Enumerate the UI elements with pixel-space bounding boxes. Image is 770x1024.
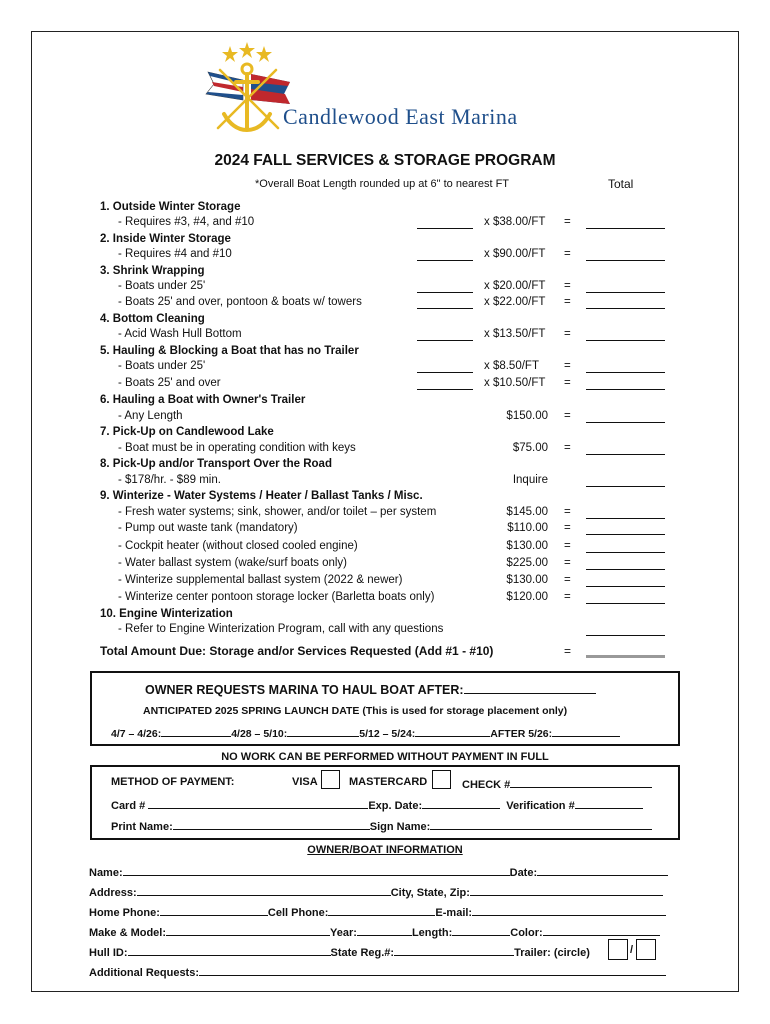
cell-phone-field[interactable] xyxy=(328,904,435,916)
flat-price: $145.00 xyxy=(506,506,548,518)
equals-sign: = xyxy=(564,506,571,518)
flat-price: $130.00 xyxy=(506,574,548,586)
rate-per-foot: x $20.00/FT xyxy=(484,280,546,292)
line-total-field[interactable] xyxy=(586,389,665,390)
trailer-slash: / xyxy=(630,944,634,956)
line-total-field[interactable] xyxy=(586,586,665,587)
service-line xyxy=(0,360,770,376)
range-may-early: 4/28 – 5/10: xyxy=(231,728,288,740)
home-phone-label: Home Phone: xyxy=(89,907,160,919)
visa-checkbox[interactable] xyxy=(321,770,340,789)
total-column-header: Total xyxy=(608,177,634,191)
service-line xyxy=(0,328,770,344)
equals-sign: = xyxy=(564,591,571,603)
owner-row-address xyxy=(89,884,663,899)
home-phone-field[interactable] xyxy=(160,904,268,916)
city-field[interactable] xyxy=(470,884,663,896)
service-line xyxy=(0,377,770,393)
service-line xyxy=(0,474,770,490)
service-heading-label: 10. Engine Winterization xyxy=(100,608,233,620)
verification-label: Verification # xyxy=(506,800,575,812)
line-total-field[interactable] xyxy=(586,552,665,553)
additional-requests-field[interactable] xyxy=(199,964,666,976)
name-label: Name: xyxy=(89,867,123,879)
quantity-field[interactable] xyxy=(417,389,473,390)
visa-label: VISA xyxy=(292,776,318,788)
line-total-field[interactable] xyxy=(586,486,665,487)
rate-per-foot: x $8.50/FT xyxy=(484,360,539,372)
equals-sign: = xyxy=(564,296,571,308)
service-line xyxy=(0,280,770,296)
equals-sign: = xyxy=(564,557,571,569)
sign-name-field[interactable] xyxy=(430,818,652,830)
year-field[interactable] xyxy=(357,924,412,936)
equals-sign: = xyxy=(564,442,571,454)
flat-price: $110.00 xyxy=(507,522,548,534)
equals-sign: = xyxy=(564,540,571,552)
service-heading-label: 7. Pick-Up on Candlewood Lake xyxy=(100,426,274,438)
equals-sign: = xyxy=(564,328,571,340)
service-line-label: - Winterize center pontoon storage locker (Barletta boats only) xyxy=(118,591,435,603)
flat-price: Inquire xyxy=(512,474,548,486)
brand-name: Candlewood East Marina xyxy=(283,104,518,129)
service-line xyxy=(0,410,770,426)
range-apr: 4/7 – 4/26: xyxy=(111,728,162,740)
email-field[interactable] xyxy=(472,904,666,916)
print-name-label: Print Name: xyxy=(111,821,173,833)
service-heading xyxy=(0,201,770,217)
haul-request-label: OWNER REQUESTS MARINA TO HAUL BOAT AFTER: xyxy=(145,683,464,697)
service-heading-label: 3. Shrink Wrapping xyxy=(100,265,205,277)
service-line xyxy=(0,574,770,590)
rate-per-foot: x $13.50/FT xyxy=(484,328,546,340)
service-line xyxy=(0,296,770,312)
date-field[interactable] xyxy=(537,864,668,876)
verification-field[interactable] xyxy=(575,797,643,809)
flat-price: $130.00 xyxy=(506,540,548,552)
print-name-field[interactable] xyxy=(173,818,370,830)
line-total-field[interactable] xyxy=(586,534,665,535)
exp-label: Exp. Date: xyxy=(368,800,423,812)
range-may-late-field[interactable] xyxy=(415,725,490,737)
city-label: City, State, Zip: xyxy=(390,887,470,899)
line-total-field[interactable] xyxy=(586,260,665,261)
flat-price: $75.00 xyxy=(512,442,548,454)
service-line xyxy=(0,248,770,264)
payment-method-label: METHOD OF PAYMENT: xyxy=(111,776,235,788)
line-total-field[interactable] xyxy=(586,518,665,519)
service-heading-label: 8. Pick-Up and/or Transport Over the Road xyxy=(100,458,332,470)
quantity-field[interactable] xyxy=(417,292,473,293)
equals-sign: = xyxy=(564,280,571,292)
line-total-field[interactable] xyxy=(586,603,665,604)
service-line xyxy=(0,442,770,458)
service-heading-label: 6. Hauling a Boat with Owner's Trailer xyxy=(100,394,306,406)
rate-per-foot: x $90.00/FT xyxy=(484,248,546,260)
equals-sign: = xyxy=(564,360,571,372)
check-number-field[interactable] xyxy=(510,776,652,788)
service-heading-label: 4. Bottom Cleaning xyxy=(100,313,205,325)
service-line-label: - Boats 25' and over xyxy=(118,377,221,389)
card-number-field[interactable] xyxy=(148,797,368,809)
launch-date-note: ANTICIPATED 2025 SPRING LAUNCH DATE (This is used for storage placement only) xyxy=(143,705,568,717)
card-row xyxy=(111,797,643,812)
signature-row xyxy=(111,818,652,833)
line-total-field[interactable] xyxy=(586,372,665,373)
service-line xyxy=(0,557,770,573)
quantity-field[interactable] xyxy=(417,228,473,229)
service-line-label: - Water ballast system (wake/surf boats only) xyxy=(118,557,348,569)
service-heading xyxy=(0,394,770,410)
address-field[interactable] xyxy=(137,884,391,896)
check-label: CHECK # xyxy=(462,779,511,791)
line-total-field[interactable] xyxy=(586,340,665,341)
service-heading-label: 2. Inside Winter Storage xyxy=(100,233,231,245)
trailer-no-box[interactable] xyxy=(636,939,656,960)
total-due-row xyxy=(0,644,770,660)
trailer-label: Trailer: (circle) xyxy=(514,947,590,959)
service-heading xyxy=(0,426,770,442)
make-model-field[interactable] xyxy=(166,924,330,936)
service-line xyxy=(0,540,770,556)
service-line xyxy=(0,623,770,639)
launch-range-row xyxy=(111,725,620,740)
service-heading xyxy=(0,265,770,281)
mastercard-checkbox[interactable] xyxy=(432,770,451,789)
length-label: Length: xyxy=(411,927,453,939)
owner-row-hull xyxy=(89,944,590,959)
exp-date-field[interactable] xyxy=(422,797,500,809)
service-heading xyxy=(0,313,770,329)
service-line-label: - Refer to Engine Winterization Program, call with any questions xyxy=(118,623,444,635)
name-field[interactable] xyxy=(123,864,510,876)
address-label: Address: xyxy=(89,887,137,899)
trailer-yes-box[interactable] xyxy=(608,939,628,960)
range-after-field[interactable] xyxy=(552,725,620,737)
haul-request-row xyxy=(145,682,596,697)
state-reg-field[interactable] xyxy=(394,944,514,956)
service-heading-label: 1. Outside Winter Storage xyxy=(100,201,241,213)
service-line xyxy=(0,506,770,522)
service-line-label: - Requires #3, #4, and #10 xyxy=(118,216,255,228)
range-may-early-field[interactable] xyxy=(287,725,359,737)
owner-row-name xyxy=(89,864,668,879)
flat-price: $225.00 xyxy=(506,557,548,569)
equals-sign: = xyxy=(564,216,571,228)
make-model-label: Make & Model: xyxy=(89,927,167,939)
check-row xyxy=(462,776,652,791)
hull-label: Hull ID: xyxy=(89,947,128,959)
quantity-field[interactable] xyxy=(417,260,473,261)
equals-sign: = xyxy=(564,522,571,534)
line-total-field[interactable] xyxy=(586,569,665,570)
service-line-label: - Boats under 25' xyxy=(118,360,206,372)
equals-sign: = xyxy=(564,574,571,586)
rate-per-foot: x $22.00/FT xyxy=(484,296,546,308)
service-heading xyxy=(0,345,770,361)
service-line-label: - Any Length xyxy=(118,410,183,422)
line-total-field[interactable] xyxy=(586,292,665,293)
service-line-label: - Winterize supplemental ballast system (2022 & newer) xyxy=(118,574,403,586)
service-line-label: - Acid Wash Hull Bottom xyxy=(118,328,242,340)
service-line-label: - Cockpit heater (without closed cooled engine) xyxy=(118,540,358,552)
service-heading-label: 5. Hauling & Blocking a Boat that has no Trailer xyxy=(100,345,359,357)
color-label: Color: xyxy=(510,927,543,939)
payment-notice: NO WORK CAN BE PERFORMED WITHOUT PAYMENT IN FULL xyxy=(221,751,549,763)
service-line-label: - Boats under 25' xyxy=(118,280,206,292)
year-label: Year: xyxy=(330,927,357,939)
date-label: Date: xyxy=(509,867,538,879)
haul-date-field[interactable] xyxy=(464,682,596,694)
line-total-field[interactable] xyxy=(586,454,665,455)
service-line-label: - Boats 25' and over, pontoon & boats w/ towers xyxy=(118,296,362,308)
color-field[interactable] xyxy=(543,924,660,936)
additional-label: Additional Requests: xyxy=(89,967,200,979)
card-label: Card # xyxy=(111,800,146,812)
quantity-field[interactable] xyxy=(417,308,473,309)
equals-sign: = xyxy=(564,410,571,422)
cell-phone-label: Cell Phone: xyxy=(267,907,329,919)
line-total-field[interactable] xyxy=(586,308,665,309)
star-icon xyxy=(222,42,272,62)
range-after: AFTER 5/26: xyxy=(490,728,553,740)
equals-sign: = xyxy=(564,248,571,260)
service-line-label: - $178/hr. - $89 min. xyxy=(118,474,221,486)
hull-id-field[interactable] xyxy=(128,944,331,956)
email-label: E-mail: xyxy=(435,907,473,919)
quantity-field[interactable] xyxy=(417,372,473,373)
rate-per-foot: x $38.00/FT xyxy=(484,216,546,228)
service-line-label: - Boat must be in operating condition with keys xyxy=(118,442,356,454)
service-line-label: - Fresh water systems; sink, shower, and/or toilet – per system xyxy=(118,506,437,518)
state-reg-label: State Reg.#: xyxy=(330,947,395,959)
service-line-label: - Pump out waste tank (mandatory) xyxy=(118,522,298,534)
line-total-field[interactable] xyxy=(586,228,665,229)
service-heading xyxy=(0,233,770,249)
total-due-equals: = xyxy=(564,644,572,658)
range-may-late: 5/12 – 5/24: xyxy=(359,728,416,740)
quantity-field[interactable] xyxy=(417,340,473,341)
equals-sign: = xyxy=(564,377,571,389)
owner-info-heading: OWNER/BOAT INFORMATION xyxy=(307,844,463,856)
total-due-field[interactable] xyxy=(586,655,665,658)
length-note: *Overall Boat Length rounded up at 6" to nearest FT xyxy=(255,178,510,190)
service-heading xyxy=(0,458,770,474)
owner-row-boat xyxy=(89,924,660,939)
service-line xyxy=(0,216,770,232)
owner-row-phone xyxy=(89,904,666,919)
flat-price: $150.00 xyxy=(506,410,548,422)
sign-name-label: Sign Name: xyxy=(369,821,431,833)
service-heading-label: 9. Winterize - Water Systems / Heater / Ballast Tanks / Misc. xyxy=(100,490,423,502)
service-heading xyxy=(0,490,770,506)
marina-logo-emblem xyxy=(200,42,295,137)
service-line-label: - Requires #4 and #10 xyxy=(118,248,232,260)
line-total-field[interactable] xyxy=(586,635,665,636)
line-total-field[interactable] xyxy=(586,422,665,423)
service-line xyxy=(0,591,770,607)
rate-per-foot: x $10.50/FT xyxy=(484,377,546,389)
length-field[interactable] xyxy=(452,924,510,936)
page-title: 2024 FALL SERVICES & STORAGE PROGRAM xyxy=(214,152,556,169)
flat-price: $120.00 xyxy=(506,591,548,603)
owner-row-additional xyxy=(89,964,666,979)
mastercard-label: MASTERCARD xyxy=(349,776,428,788)
service-line xyxy=(0,522,770,538)
service-heading xyxy=(0,608,770,624)
range-apr-field[interactable] xyxy=(161,725,231,737)
total-due-label: Total Amount Due: Storage and/or Services Requested (Add #1 - #10) xyxy=(100,644,494,658)
